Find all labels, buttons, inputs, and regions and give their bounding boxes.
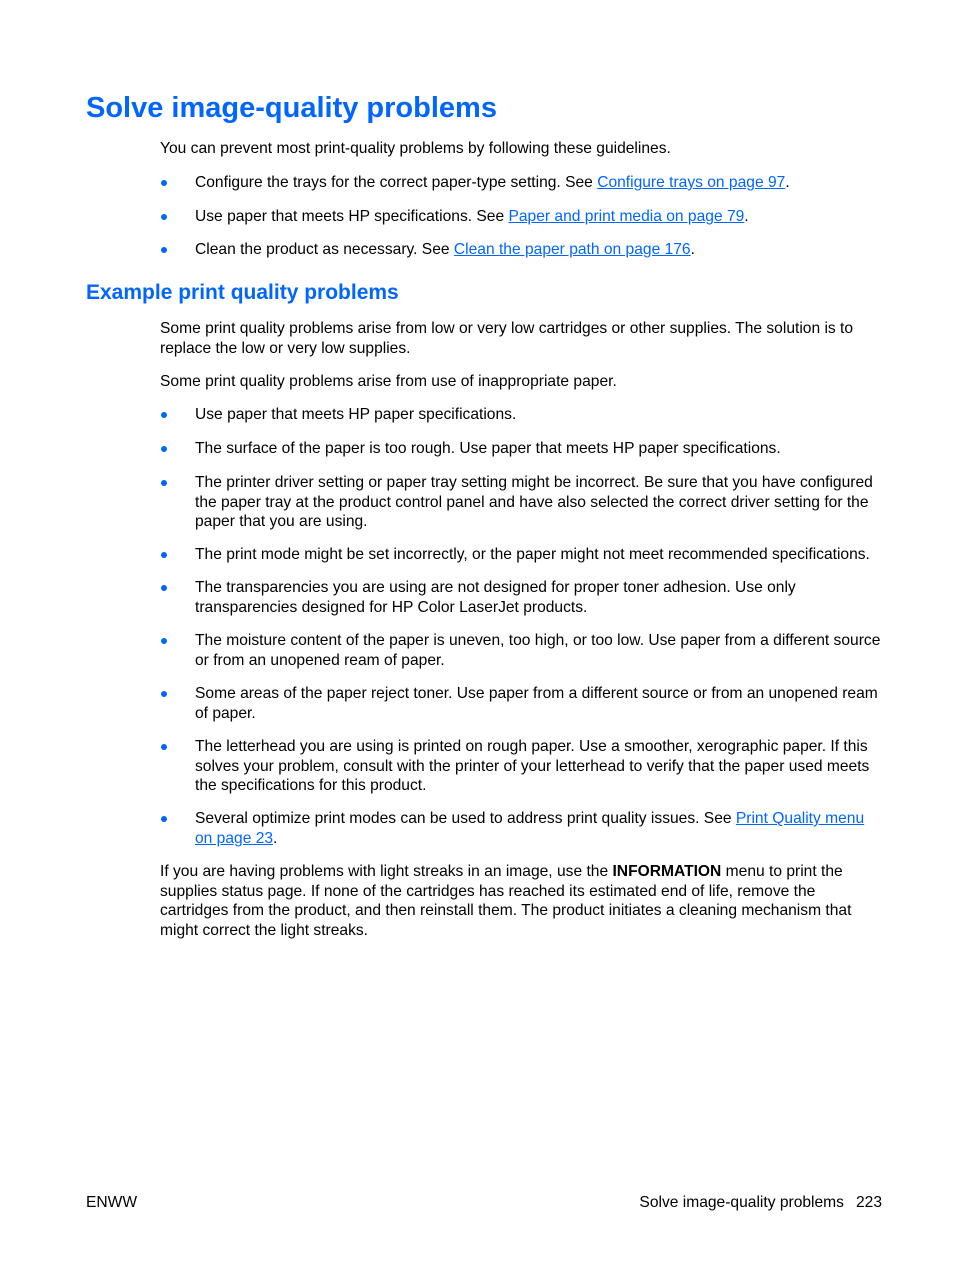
list-item-text: Some areas of the paper reject toner. Use paper from a different source or from an unopened ream of paper.: [195, 685, 878, 722]
page-number: 223: [855, 1194, 882, 1211]
list-item-text: The letterhead you are using is printed on rough paper. Use a smoother, xerographic paper. If this solves your problem, consult with the printer of your letterhead to verify that the paper used meets the specifications for this product.: [195, 738, 870, 794]
bullet-icon: [161, 638, 167, 644]
footer-section-title: Solve image-quality problems: [639, 1194, 844, 1211]
configure-trays-link[interactable]: Configure trays on page 97: [597, 174, 786, 191]
bullet-icon: [161, 412, 167, 418]
guideline-item: [160, 240, 882, 260]
bullet-icon: [161, 214, 167, 220]
list-item-text: The surface of the paper is too rough. Use paper that meets HP paper specifications.: [195, 440, 781, 457]
intro-paragraph: You can prevent most print-quality problems by following these guidelines.: [160, 140, 671, 157]
closing-paragraph: If you are having problems with light streaks in an image, use the INFORMATION menu to print the supplies status page. If none of the cartridges has reached its estimated end of life, remove the cartridges from the product, and then reinstall them. The product initiates a cleaning mechanism that might correct the light streaks.: [160, 863, 852, 939]
guideline-text: Use paper that meets HP specifications. See Paper and print media on page 79.: [195, 208, 749, 225]
list-item: [160, 737, 882, 796]
bullet-icon: [161, 446, 167, 452]
guideline-text: Configure the trays for the correct paper-type setting. See Configure trays on page 97.: [195, 174, 790, 191]
bullet-icon: [161, 480, 167, 486]
guideline-text: Clean the product as necessary. See Clean the paper path on page 176.: [195, 241, 695, 258]
list-item-text: The printer driver setting or paper tray setting might be incorrect. Be sure that you have configured the paper tray at the product control panel and have also selected the correct driver setting for the paper that you are using.: [195, 474, 873, 530]
section-paragraph: Some print quality problems arise from use of inappropriate paper.: [160, 373, 617, 390]
footer-left: ENWW: [86, 1194, 138, 1211]
list-item: [160, 439, 882, 459]
list-item-text: The transparencies you are using are not designed for proper toner adhesion. Use only transparencies designed for HP Color LaserJet products.: [195, 579, 796, 616]
guideline-item: [160, 173, 882, 193]
print-quality-menu-link[interactable]: Print Quality menu on page 23: [195, 810, 865, 847]
list-item: [160, 631, 882, 670]
footer-right: [639, 1193, 882, 1213]
list-item: [160, 684, 882, 723]
information-menu-name: INFORMATION: [612, 863, 722, 880]
clean-paper-path-link[interactable]: Clean the paper path on page 176: [453, 241, 691, 258]
bullet-icon: [161, 585, 167, 591]
list-item-text: The moisture content of the paper is uneven, too high, or too low. Use paper from a different source or from an unopened ream of paper.: [195, 632, 881, 669]
list-item: [160, 473, 882, 532]
list-item: [160, 405, 882, 425]
guideline-item: [160, 207, 882, 227]
list-item-text: The print mode might be set incorrectly, or the paper might not meet recommended specifications.: [195, 546, 870, 563]
section-heading: Example print quality problems: [86, 281, 399, 304]
bullet-icon: [161, 691, 167, 697]
bullet-icon: [161, 247, 167, 253]
bullet-icon: [161, 552, 167, 558]
bullet-icon: [161, 180, 167, 186]
bullet-icon: [161, 744, 167, 750]
section-paragraph: Some print quality problems arise from low or very low cartridges or other supplies. The solution is to replace the low or very low supplies.: [160, 320, 854, 357]
list-item: [160, 809, 882, 848]
list-item: [160, 545, 882, 565]
list-item: [160, 578, 882, 617]
list-item-text: Several optimize print modes can be used to address print quality issues. See Print Quality menu on page 23.: [195, 810, 865, 847]
bullet-icon: [161, 816, 167, 822]
page-title: Solve image-quality problems: [86, 92, 497, 124]
list-item-text: Use paper that meets HP paper specifications.: [195, 406, 517, 423]
paper-print-media-link[interactable]: Paper and print media on page 79: [508, 208, 745, 225]
